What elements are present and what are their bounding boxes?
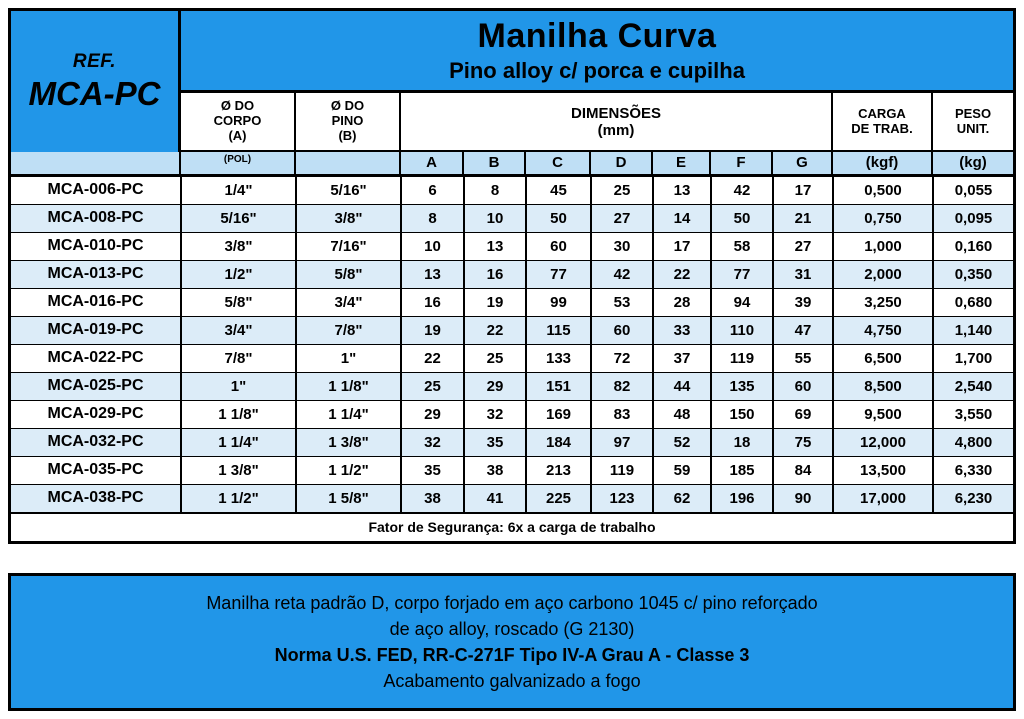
cell-pino: 1 3/8" — [296, 429, 401, 457]
cell-d: 123 — [591, 485, 653, 513]
col-line: CARGA — [858, 105, 906, 121]
cell-d: 72 — [591, 345, 653, 373]
table-row — [11, 233, 1013, 261]
product-table-block — [8, 8, 1016, 544]
table-row — [11, 457, 1013, 485]
specifications-table — [11, 176, 1013, 512]
col-line: DIMENSÕES — [570, 104, 661, 122]
cell-f: 185 — [711, 457, 773, 485]
cell-e: 37 — [653, 345, 711, 373]
cell-b: 29 — [464, 373, 526, 401]
cell-d: 53 — [591, 289, 653, 317]
cell-pino: 1 5/8" — [296, 485, 401, 513]
cell-corpo: 1" — [181, 373, 296, 401]
cell-corpo: 1 1/2" — [181, 485, 296, 513]
cell-corpo: 1 1/8" — [181, 401, 296, 429]
cell-a: 10 — [401, 233, 464, 261]
cell-g: 47 — [773, 317, 833, 345]
subhead-blank — [296, 152, 401, 174]
table-row — [11, 373, 1013, 401]
safety-factor-note: Fator de Segurança: 6x a carga de trabalho — [11, 512, 1013, 541]
cell-corpo: 1 1/4" — [181, 429, 296, 457]
cell-pino: 7/8" — [296, 317, 401, 345]
cell-a: 13 — [401, 261, 464, 289]
cell-peso: 3,550 — [933, 401, 1013, 429]
cell-c: 213 — [526, 457, 591, 485]
col-line: PESO — [954, 105, 992, 121]
cell-f: 50 — [711, 205, 773, 233]
cell-c: 99 — [526, 289, 591, 317]
cell-pino: 5/8" — [296, 261, 401, 289]
subhead-dim-d: D — [591, 152, 653, 174]
column-header-body-diameter — [181, 93, 296, 150]
cell-f: 110 — [711, 317, 773, 345]
cell-a: 38 — [401, 485, 464, 513]
cell-b: 41 — [464, 485, 526, 513]
cell-carga: 8,500 — [833, 373, 933, 401]
cell-e: 17 — [653, 233, 711, 261]
cell-ref: MCA-006-PC — [11, 177, 181, 205]
cell-carga: 6,500 — [833, 345, 933, 373]
col-line: PINO — [331, 113, 364, 129]
cell-carga: 17,000 — [833, 485, 933, 513]
cell-c: 115 — [526, 317, 591, 345]
cell-g: 17 — [773, 177, 833, 205]
cell-ref: MCA-008-PC — [11, 205, 181, 233]
cell-c: 151 — [526, 373, 591, 401]
cell-corpo: 1 3/8" — [181, 457, 296, 485]
cell-carga: 1,000 — [833, 233, 933, 261]
cell-peso: 0,055 — [933, 177, 1013, 205]
cell-ref: MCA-035-PC — [11, 457, 181, 485]
subhead-kg: (kg) — [959, 154, 987, 172]
cell-pino: 5/16" — [296, 177, 401, 205]
cell-corpo: 3/8" — [181, 233, 296, 261]
cell-d: 119 — [591, 457, 653, 485]
cell-e: 33 — [653, 317, 711, 345]
cell-f: 196 — [711, 485, 773, 513]
cell-carga: 13,500 — [833, 457, 933, 485]
cell-a: 35 — [401, 457, 464, 485]
table-row — [11, 429, 1013, 457]
cell-g: 39 — [773, 289, 833, 317]
table-row — [11, 345, 1013, 373]
cell-d: 27 — [591, 205, 653, 233]
page-subtitle: Pino alloy c/ porca e cupilha — [449, 58, 745, 84]
cell-pino: 3/8" — [296, 205, 401, 233]
subhead-kgf: (kgf) — [833, 152, 933, 174]
col-line: (mm) — [597, 121, 635, 139]
subhead-dim-c: C — [526, 152, 591, 174]
cell-g: 60 — [773, 373, 833, 401]
cell-b: 13 — [464, 233, 526, 261]
cell-e: 59 — [653, 457, 711, 485]
table-row — [11, 485, 1013, 513]
cell-a: 19 — [401, 317, 464, 345]
cell-a: 16 — [401, 289, 464, 317]
table-row — [11, 401, 1013, 429]
cell-b: 22 — [464, 317, 526, 345]
cell-a: 22 — [401, 345, 464, 373]
cell-f: 135 — [711, 373, 773, 401]
cell-d: 82 — [591, 373, 653, 401]
column-header-pin-diameter — [296, 93, 401, 150]
cell-corpo: 1/4" — [181, 177, 296, 205]
cell-d: 60 — [591, 317, 653, 345]
cell-pino: 1" — [296, 345, 401, 373]
cell-e: 14 — [653, 205, 711, 233]
cell-corpo: 5/16" — [181, 205, 296, 233]
cell-peso: 6,230 — [933, 485, 1013, 513]
col-line: DE TRAB. — [851, 120, 913, 136]
cell-b: 38 — [464, 457, 526, 485]
cell-peso: 2,540 — [933, 373, 1013, 401]
reference-label: REF. — [72, 51, 117, 73]
reference-code: MCA-PC — [28, 75, 161, 113]
table-row — [11, 317, 1013, 345]
cell-ref: MCA-013-PC — [11, 261, 181, 289]
cell-ref: MCA-038-PC — [11, 485, 181, 513]
cell-g: 31 — [773, 261, 833, 289]
cell-peso: 6,330 — [933, 457, 1013, 485]
cell-a: 8 — [401, 205, 464, 233]
description-block — [8, 573, 1016, 711]
cell-ref: MCA-029-PC — [11, 401, 181, 429]
cell-carga: 12,000 — [833, 429, 933, 457]
cell-corpo: 3/4" — [181, 317, 296, 345]
cell-corpo: 5/8" — [181, 289, 296, 317]
col-line: (A) — [228, 128, 247, 144]
cell-f: 77 — [711, 261, 773, 289]
cell-peso: 0,350 — [933, 261, 1013, 289]
cell-c: 50 — [526, 205, 591, 233]
cell-pino: 1 1/8" — [296, 373, 401, 401]
cell-b: 25 — [464, 345, 526, 373]
note-line-4: Acabamento galvanizado a fogo — [383, 671, 641, 692]
cell-peso: 0,095 — [933, 205, 1013, 233]
sub-header-row — [11, 152, 1013, 176]
cell-f: 42 — [711, 177, 773, 205]
cell-f: 119 — [711, 345, 773, 373]
cell-d: 83 — [591, 401, 653, 429]
cell-carga: 2,000 — [833, 261, 933, 289]
table-row — [11, 289, 1013, 317]
column-header-unit-weight — [933, 93, 1013, 150]
cell-e: 48 — [653, 401, 711, 429]
cell-c: 184 — [526, 429, 591, 457]
cell-d: 97 — [591, 429, 653, 457]
subhead-pol: (POL) — [181, 152, 296, 174]
table-row — [11, 177, 1013, 205]
cell-a: 29 — [401, 401, 464, 429]
header-right — [181, 11, 1013, 152]
cell-f: 150 — [711, 401, 773, 429]
cell-pino: 1 1/2" — [296, 457, 401, 485]
cell-ref: MCA-010-PC — [11, 233, 181, 261]
cell-g: 21 — [773, 205, 833, 233]
cell-f: 94 — [711, 289, 773, 317]
cell-g: 27 — [773, 233, 833, 261]
cell-peso: 4,800 — [933, 429, 1013, 457]
table-row — [11, 261, 1013, 289]
cell-c: 169 — [526, 401, 591, 429]
cell-pino: 3/4" — [296, 289, 401, 317]
cell-peso: 1,700 — [933, 345, 1013, 373]
cell-c: 133 — [526, 345, 591, 373]
cell-a: 25 — [401, 373, 464, 401]
cell-peso: 0,680 — [933, 289, 1013, 317]
cell-f: 18 — [711, 429, 773, 457]
cell-g: 75 — [773, 429, 833, 457]
cell-d: 25 — [591, 177, 653, 205]
cell-ref: MCA-016-PC — [11, 289, 181, 317]
cell-e: 52 — [653, 429, 711, 457]
cell-e: 22 — [653, 261, 711, 289]
cell-g: 90 — [773, 485, 833, 513]
cell-pino: 1 1/4" — [296, 401, 401, 429]
cell-g: 55 — [773, 345, 833, 373]
cell-carga: 0,500 — [833, 177, 933, 205]
col-line: CORPO — [213, 113, 262, 129]
cell-b: 19 — [464, 289, 526, 317]
cell-d: 30 — [591, 233, 653, 261]
cell-b: 10 — [464, 205, 526, 233]
page-title: Manilha Curva — [477, 17, 717, 55]
cell-pino: 7/16" — [296, 233, 401, 261]
col-line: Ø DO — [330, 98, 365, 114]
cell-c: 77 — [526, 261, 591, 289]
cell-b: 16 — [464, 261, 526, 289]
column-header-work-load — [833, 93, 933, 150]
col-line: UNIT. — [956, 120, 990, 136]
cell-carga: 0,750 — [833, 205, 933, 233]
cell-ref: MCA-025-PC — [11, 373, 181, 401]
cell-g: 84 — [773, 457, 833, 485]
cell-e: 28 — [653, 289, 711, 317]
cell-carga: 4,750 — [833, 317, 933, 345]
cell-c: 45 — [526, 177, 591, 205]
note-line-2: de aço alloy, roscado (G 2130) — [389, 618, 635, 639]
note-line-1: Manilha reta padrão D, corpo forjado em aço carbono 1045 c/ pino reforçado — [206, 592, 818, 613]
cell-c: 60 — [526, 233, 591, 261]
col-line: (B) — [338, 128, 357, 144]
column-header-dimensions — [401, 93, 833, 150]
header-row — [11, 11, 1013, 152]
subhead-dim-e: E — [653, 152, 711, 174]
cell-b: 35 — [464, 429, 526, 457]
cell-f: 58 — [711, 233, 773, 261]
cell-e: 13 — [653, 177, 711, 205]
cell-carga: 9,500 — [833, 401, 933, 429]
subhead-dim-g: G — [773, 152, 833, 174]
subhead-spacer — [11, 152, 181, 174]
cell-e: 62 — [653, 485, 711, 513]
cell-e: 44 — [653, 373, 711, 401]
title-band — [181, 11, 1013, 93]
cell-carga: 3,250 — [833, 289, 933, 317]
cell-ref: MCA-032-PC — [11, 429, 181, 457]
cell-ref: MCA-019-PC — [11, 317, 181, 345]
cell-g: 69 — [773, 401, 833, 429]
cell-ref: MCA-022-PC — [11, 345, 181, 373]
cell-d: 42 — [591, 261, 653, 289]
cell-a: 6 — [401, 177, 464, 205]
cell-a: 32 — [401, 429, 464, 457]
cell-peso: 0,160 — [933, 233, 1013, 261]
cell-corpo: 1/2" — [181, 261, 296, 289]
reference-cell — [11, 11, 181, 152]
subhead-dim-a: A — [401, 152, 464, 174]
column-headers — [181, 93, 1013, 152]
note-line-3: Norma U.S. FED, RR-C-271F Tipo IV-A Grau A - Classe 3 — [274, 645, 750, 665]
cell-b: 32 — [464, 401, 526, 429]
cell-corpo: 7/8" — [181, 345, 296, 373]
cell-peso: 1,140 — [933, 317, 1013, 345]
table-row — [11, 205, 1013, 233]
subhead-dim-f: F — [711, 152, 773, 174]
cell-c: 225 — [526, 485, 591, 513]
col-line: Ø DO — [220, 98, 255, 114]
cell-b: 8 — [464, 177, 526, 205]
subhead-dim-b: B — [464, 152, 526, 174]
